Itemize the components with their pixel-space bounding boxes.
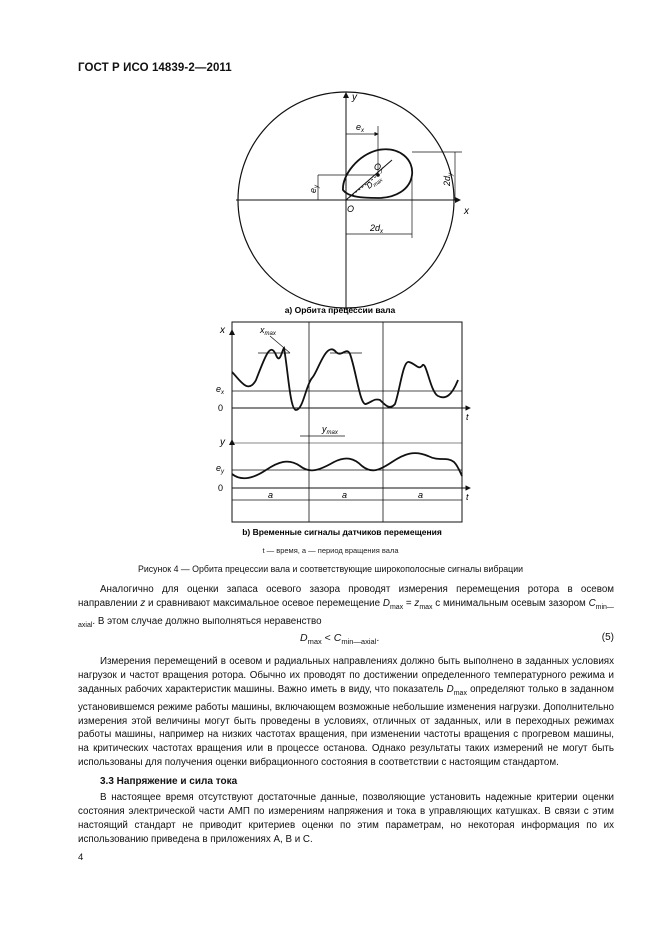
signal-label-t-top: t bbox=[466, 412, 469, 422]
figure-caption: Рисунок 4 — Орбита прецессии вала и соответствующие широкополосные сигналы вибрации bbox=[137, 564, 524, 574]
paragraph-voltage-current: В настоящее время отсутствуют достаточные данные, позволяющие установить надежные критерии оценки состояния электрической части АМП по измерениям напряжения и тока в управляющих катушках. В связи с этим настоящий стандарт не приводит критериев оценки по этим параметрам, но некоторая информация по их использованию приведена в приложениях А, В и С. bbox=[78, 792, 614, 845]
signal-label-ymax: $y_{max}$ bbox=[322, 424, 338, 436]
document-header: ГОСТ Р ИСО 14839-2—2011 bbox=[78, 62, 232, 74]
signal-label-y: y bbox=[220, 437, 225, 448]
orbit-label-2dx: $2d_x$ bbox=[370, 223, 384, 235]
paragraph-axial-clearance: Аналогично для оценки запаса осевого зазора проводят измерения перемещения ротора в осевом направлении z и сравнивают максимальное осевое перемещение $D_{max} = z_{max}$ с минимальным осевым зазором $C_{min—axial}$. В этом случае должно выполняться неравенство bbox=[78, 584, 614, 629]
orbit-diagram bbox=[236, 92, 470, 310]
x-signal-curve bbox=[232, 348, 458, 410]
orbit-label-x: x bbox=[464, 206, 469, 217]
signal-label-x: x bbox=[220, 325, 225, 336]
signal-label-zero-x: 0 bbox=[218, 403, 224, 413]
figure-legend: t — время, a — период вращения вала bbox=[262, 546, 399, 555]
y-signal-curve bbox=[232, 453, 462, 478]
orbit-label-ex: $e_x$ bbox=[356, 122, 365, 134]
orbit-label-dmax: $D_{max}$ bbox=[364, 177, 385, 191]
formula-number: (5) bbox=[601, 632, 614, 643]
signal-label-ey: $e_y$ bbox=[216, 463, 225, 475]
period-label-3: a bbox=[418, 490, 424, 500]
signal-label-t-bottom: t bbox=[466, 492, 469, 502]
period-label-2: a bbox=[342, 490, 348, 500]
orbit-label-o: O bbox=[347, 204, 355, 214]
formula-5: $D_{max} < C_{min—axial}$. bbox=[300, 632, 380, 647]
signal-label-zero-y: 0 bbox=[218, 483, 224, 493]
section-heading-3-3: 3.3 Напряжение и сила тока bbox=[100, 776, 238, 787]
caption-part-a: а) Орбита прецессии вала bbox=[284, 305, 396, 315]
page-number: 4 bbox=[78, 852, 84, 863]
orbit-label-ey: $e_y$ bbox=[308, 184, 320, 193]
paragraph-measurement-conditions: Измерения перемещений в осевом и радиальных направлениях должно быть выполнено в заданных условиях нагрузок и частот вращения ротора. Обычно их проводят по достижении определенного температурного режима и заданных рабочих характеристик машины. Важно иметь в виду, что показатель $D_{max}$ определяют только в заданном установившемся режиме работы машины, включающем возможные небольшие изменения нагрузки. Дополнительно измерения этой величины могут быть проведены в условиях, отличных от заданных, или в переходных режимах работы машины, например на низких частотах вращения, при изменении частоты вращения с прогревом машины, на критических частотах вращения или в процессе останова. Однако результаты таких измерений не могут быть использованы для получения оценки вибрационного состояния в соответствии с настоящим стандартом. bbox=[78, 656, 614, 769]
period-label-1: a bbox=[268, 490, 274, 500]
signal-label-ex: $e_x$ bbox=[216, 384, 225, 396]
orbit-label-2dy: $2d_y$ bbox=[442, 172, 454, 186]
signal-label-xmax: $x_{max}$ bbox=[260, 325, 276, 337]
orbit-label-y: y bbox=[352, 92, 357, 103]
time-signals-diagram bbox=[216, 322, 470, 522]
caption-part-b: b) Временные сигналы датчиков перемещения bbox=[242, 527, 442, 537]
orbit-label-oj: $O_j$ bbox=[374, 162, 383, 174]
